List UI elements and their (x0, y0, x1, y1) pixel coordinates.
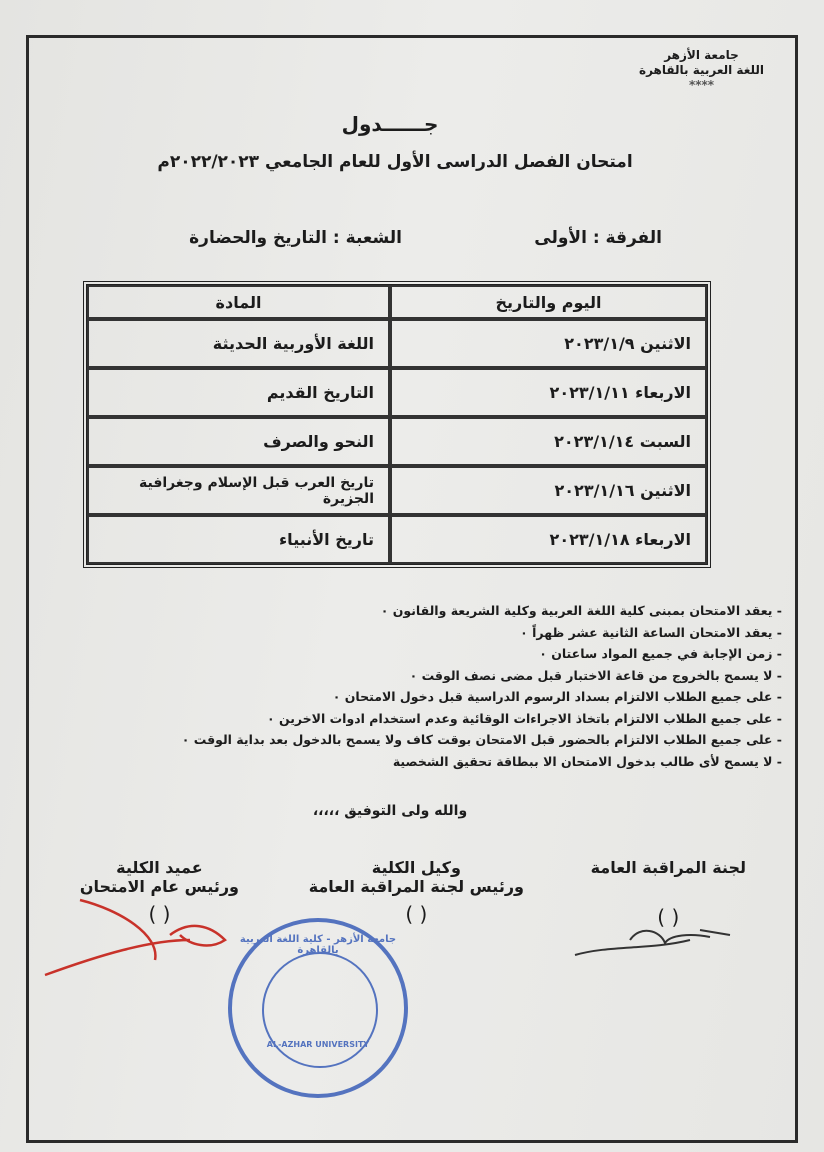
table-row (87, 515, 707, 564)
institution-header (639, 48, 764, 93)
signature-title: عميد الكلية (116, 858, 203, 877)
table-row (87, 368, 707, 417)
note-item: - زمن الإجابة في جميع المواد ساعتان ٠ (539, 646, 782, 661)
signature-subtitle: ورئيس لجنة المراقبة العامة (308, 877, 524, 896)
table-row (87, 417, 707, 466)
note-item: - على جميع الطلاب الالتزام بسداد الرسوم الدراسية قبل دخول الامتحان ٠ (332, 689, 782, 704)
exam-schedule-table (83, 281, 711, 568)
note-item: - يعقد الامتحان الساعة الثانية عشر ظهراً ٠ (520, 624, 782, 640)
date-cell: الاثنين ٢٠٢٣/١/١٦ (390, 466, 707, 515)
exam-notes (182, 600, 782, 772)
page-title: جــــــدول (341, 112, 439, 136)
subject-cell: اللغة الأوربية الحديثة (87, 319, 390, 368)
subject-cell: تاريخ الأنبياء (87, 515, 390, 564)
subject-cell: تاريخ العرب قبل الإسلام وجغرافية الجزيرة (87, 466, 390, 515)
page-subtitle: امتحان الفصل الدراسى الأول للعام الجامعي ٢٠٢٢/٢٠٢٣م (157, 152, 633, 172)
table-header-row (87, 285, 707, 319)
column-header-subject: المادة (87, 285, 390, 319)
date-cell: الاربعاء ٢٠٢٣/١/١١ (390, 368, 707, 417)
subject-cell: التاريخ القديم (87, 368, 390, 417)
handwritten-signature-icon (570, 915, 740, 965)
date-cell: الاربعاء ٢٠٢٣/١/١٨ (390, 515, 707, 564)
signature-subtitle (591, 877, 746, 899)
signature-vice-dean (309, 858, 524, 926)
faculty-name: اللغة العربية بالقاهرة (639, 63, 764, 77)
branch-label: الشعبة : التاريخ والحضارة (189, 228, 402, 248)
header-stars: **** (688, 78, 715, 92)
grade-label: الفرقة : الأولى (534, 228, 662, 248)
signature-parentheses: ( ) (657, 905, 680, 929)
signature-title: لجنة المراقبة العامة (590, 858, 746, 877)
note-item: - على جميع الطلاب الالتزام باتخاذ الاجراءات الوقائية وعدم استخدام ادوات الاخرين ٠ (266, 710, 782, 726)
signature-title: وكيل الكلية (371, 858, 461, 877)
column-header-date: اليوم والتاريخ (390, 285, 707, 319)
subject-cell: النحو والصرف (87, 417, 390, 466)
signature-parentheses: ( ) (405, 902, 428, 926)
date-cell: السبت ٢٠٢٣/١/١٤ (390, 417, 707, 466)
closing-text: والله ولى التوفيق ،،،،، (312, 803, 468, 819)
note-item: - لا يسمح بالخروج من قاعة الاختبار قبل مضى نصف الوقت ٠ (409, 667, 782, 683)
table-row (87, 319, 707, 368)
table-row (87, 466, 707, 515)
note-item: - لا يسمح لأى طالب بدخول الامتحان الا ببطاقة تحقيق الشخصية (392, 753, 782, 769)
stamp-english-text: AL-AZHAR UNIVERSITY (266, 1040, 370, 1049)
university-stamp (228, 918, 408, 1098)
signature-subtitle: ورئيس عام الامتحان (79, 877, 239, 896)
stamp-arabic-text: جامعة الأزهر - كلية اللغة العربية بالقاهرة (239, 934, 397, 956)
signature-parentheses: ( ) (148, 902, 171, 926)
red-signature-icon (40, 880, 240, 980)
date-cell: الاثنين ٢٠٢٣/١/٩ (390, 319, 707, 368)
note-item: - على جميع الطلاب الالتزام بالحضور قبل الامتحان بوقت كاف ولا يسمح بالدخول بعد بداية الوقت ٠ (181, 732, 782, 747)
note-item: - يعقد الامتحان بمبنى كلية اللغة العربية وكلية الشريعة والقانون ٠ (380, 603, 782, 618)
university-name: جامعة الأزهر (664, 48, 739, 62)
